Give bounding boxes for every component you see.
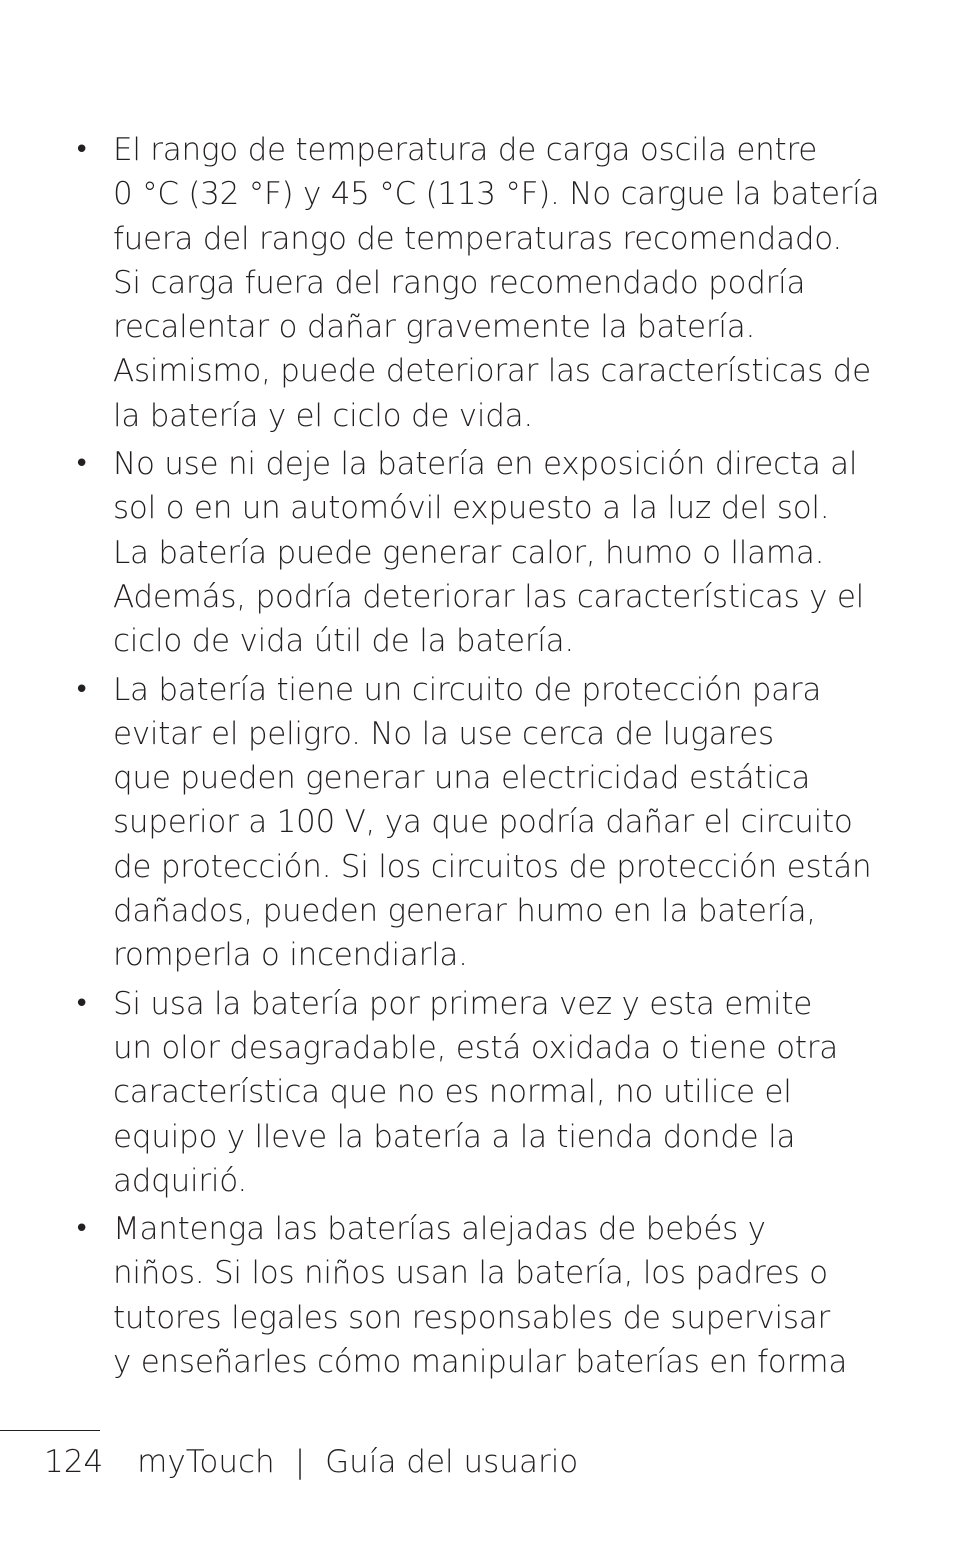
text-line: Además, podría deteriorar las características y el [113, 578, 865, 615]
footer-divider [0, 1430, 100, 1431]
text-line: que pueden generar una electricidad estática [113, 760, 811, 797]
text-line: de protección. Si los circuitos de protección están [113, 848, 872, 885]
text-line: Asimismo, puede deteriorar las características de [113, 353, 871, 390]
page-content [0, 128, 954, 1388]
text-line: Mantenga las baterías alejadas de bebés y [113, 1211, 766, 1248]
text-line: característica que no es normal, no utilice el [113, 1074, 792, 1111]
text-line: La batería puede generar calor, humo o llama. [113, 534, 825, 571]
list-item [0, 668, 954, 978]
bullet-icon: • [74, 674, 90, 705]
text-line: fuera del rango de temperaturas recomendado. [113, 220, 843, 257]
text-line: sol o en un automóvil expuesto a la luz del sol. [113, 490, 830, 527]
text-line: y enseñarles cómo manipular baterías en forma [113, 1344, 848, 1381]
list-item [0, 1207, 954, 1384]
text-line: ciclo de vida útil de la batería. [113, 623, 575, 660]
text-line: La batería tiene un circuito de protección para [113, 671, 822, 708]
text-line: Si usa la batería por primera vez y esta emite [113, 985, 813, 1022]
list-item [0, 982, 954, 1203]
text-line: la batería y el ciclo de vida. [113, 397, 534, 434]
bullet-icon: • [74, 1214, 90, 1245]
footer-separator: | [294, 1444, 306, 1480]
text-line: niños. Si los niños usan la batería, los padres o [113, 1255, 828, 1292]
text-line: equipo y lleve la batería a la tienda donde la [113, 1118, 796, 1155]
text-line: evitar el peligro. No la use cerca de lugares [113, 715, 774, 752]
page-footer [44, 1440, 578, 1484]
page-number: 124 [44, 1444, 104, 1480]
bullet-icon: • [74, 135, 90, 165]
text-line: No use ni deje la batería en exposición directa al [113, 446, 858, 483]
text-line: adquirió. [113, 1162, 247, 1199]
text-line: tutores legales son responsables de supervisar [113, 1299, 830, 1336]
text-line: 0 °C (32 °F) y 45 °C (113 °F). No cargue la batería [113, 176, 880, 213]
guide-title: Guía del usuario [325, 1444, 579, 1480]
bullet-icon: • [74, 449, 90, 480]
text-line: romperla o incendiarla. [113, 937, 468, 974]
list-item [0, 442, 954, 663]
text-line: El rango de temperatura de carga oscila entre [113, 132, 818, 168]
bullet-list [0, 128, 954, 1384]
text-line: un olor desagradable, está oxidada o tiene otra [113, 1029, 839, 1066]
text-line: recalentar o dañar gravemente la batería. [113, 309, 756, 346]
text-line: dañados, pueden generar humo en la batería, [113, 893, 816, 930]
product-name: myTouch [137, 1444, 275, 1480]
text-line: superior a 100 V, ya que podría dañar el circuito [113, 804, 853, 841]
list-item [0, 128, 954, 438]
bullet-icon: • [74, 988, 90, 1019]
text-line: Si carga fuera del rango recomendado podría [113, 264, 806, 301]
